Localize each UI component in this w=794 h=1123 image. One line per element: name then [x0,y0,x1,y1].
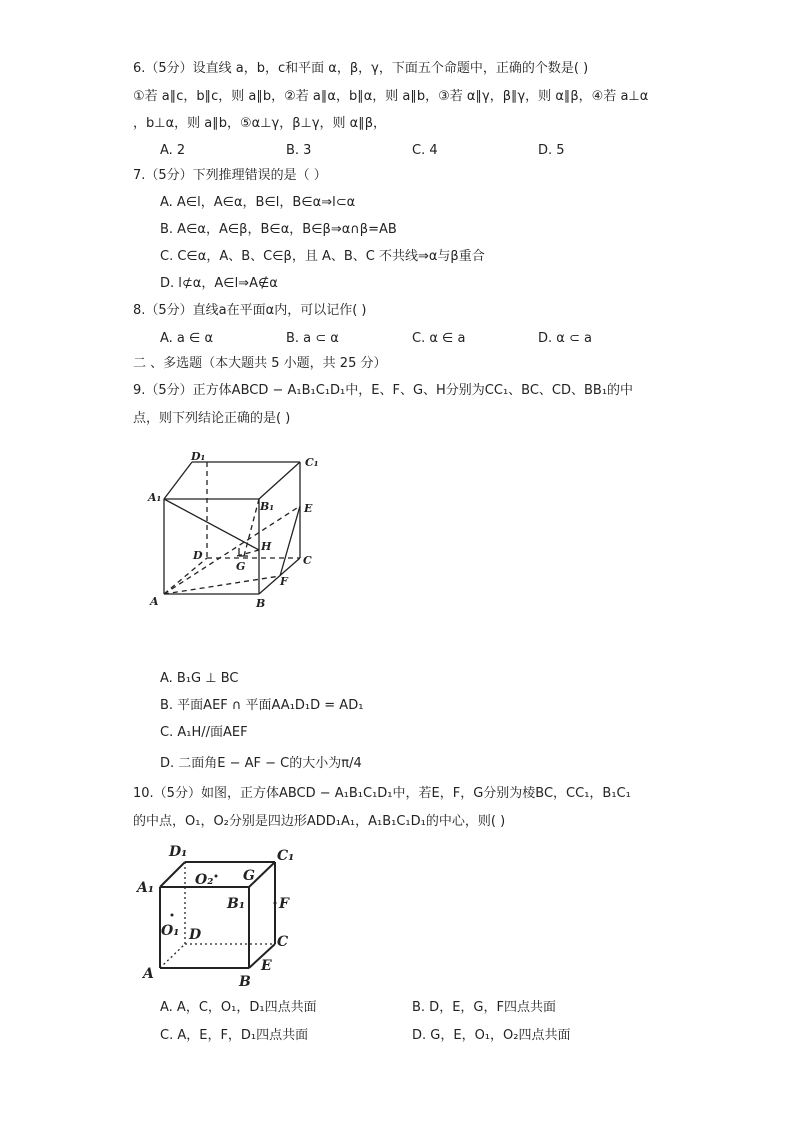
q6-statement-line: ①若 a∥c，b∥c，则 a∥b，②若 a∥α，b∥α，则 a∥b，③若 α∥γ，β∥γ，则 α∥β，④若 a⊥α [133,89,649,104]
q9-label-d: D [193,549,203,562]
q10-stem-continued: 的中点，O₁，O₂分别是四边形ADD₁A₁，A₁B₁C₁D₁的中心，则( ) [133,814,506,829]
q6-option-c: C. 4 [412,143,438,158]
q10-label-a1: A₁ [137,880,154,896]
q9-label-h: H [261,540,272,553]
q8-option-b: B. a ⊂ α [286,331,339,346]
q9-label-d1: D₁ [191,450,206,463]
q9-stem-continued: 点，则下列结论正确的是( ) [133,411,291,426]
q6-option-a: A. 2 [160,143,186,158]
q10-label-g: G [243,868,255,884]
q10-label-c1: C₁ [277,848,295,864]
q8-stem: 8.（5分）直线a在平面α内，可以记作( ) [133,303,367,318]
section-heading: 二 、多选题（本大题共 5 小题，共 25 分） [133,356,387,371]
q10-label-b1: B₁ [227,896,245,912]
q7-option-d: D. l⊄α，A∈l⇒A∉α [160,276,278,291]
q9-option-a: A. B₁G ⊥ BC [160,671,239,686]
q10-option-a: A. A，C，O₁，D₁四点共面 [160,1000,317,1015]
q6-option-b: B. 3 [286,143,312,158]
q8-option-a: A. a ∈ α [160,331,214,346]
q9-option-b: B. 平面AEF ∩ 平面AA₁D₁D = AD₁ [160,698,364,713]
q10-label-o2: O₂ [195,872,214,888]
q7-option-a: A. A∈l，A∈α，B∈l，B∈α⇒l⊂α [160,195,356,210]
q10-label-o1: O₁ [161,923,180,939]
q10-option-c: C. A，E，F，D₁四点共面 [160,1028,309,1043]
q10-label-c: C [277,934,289,950]
q9-label-a1: A₁ [148,491,162,504]
q9-label-e: E [304,502,313,515]
q7-option-b: B. A∈α，A∈β，B∈α，B∈β⇒α∩β=AB [160,222,397,237]
q9-option-c: C. A₁H//面AEF [160,725,248,740]
q6-statement-line: ，b⊥α，则 a∥b，⑤α⊥γ，β⊥γ，则 α∥β， [133,116,387,131]
q10-stem: 10.（5分）如图，正方体ABCD − A₁B₁C₁D₁中，若E，F，G分别为棱BC，CC₁，B₁C₁ [133,786,631,801]
q9-label-b: B [256,597,266,610]
q6-stem: 6.（5分）设直线 a，b，c和平面 α，β，γ，下面五个命题中，正确的个数是( ) [133,61,589,76]
q10-label-d1: D₁ [169,844,188,860]
q10-label-e: E [261,958,272,974]
q10-label-a: A [143,966,154,982]
q10-label-f: F [279,896,289,912]
q9-cube-figure [145,448,330,618]
q10-option-d: D. G，E，O₁，O₂四点共面 [412,1028,571,1043]
q10-label-b: B [239,974,251,990]
q10-option-b: B. D，E，G，F四点共面 [412,1000,556,1015]
q9-label-c1: C₁ [305,456,319,469]
q10-label-d: D [189,927,202,943]
q9-label-f: F [280,575,288,588]
q7-option-c: C. C∈α，A、B、C∈β，且 A、B、C 不共线⇒α与β重合 [160,249,485,264]
q9-label-a: A [150,595,159,608]
q9-label-b1: B₁ [260,500,275,513]
q10-cube-figure [135,838,305,990]
q9-stem: 9.（5分）正方体ABCD − A₁B₁C₁D₁中，E、F、G、H分别为CC₁、BC、CD、BB₁的中 [133,383,634,398]
q8-option-d: D. α ⊂ a [538,331,592,346]
q8-option-c: C. α ∈ a [412,331,466,346]
q9-label-c: C [303,554,312,567]
q9-option-d: D. 二面角E − AF − C的大小为π/4 [160,756,362,771]
q9-label-g: G [236,560,246,573]
q6-option-d: D. 5 [538,143,565,158]
q7-stem: 7.（5分）下列推理错误的是（ ） [133,168,327,183]
